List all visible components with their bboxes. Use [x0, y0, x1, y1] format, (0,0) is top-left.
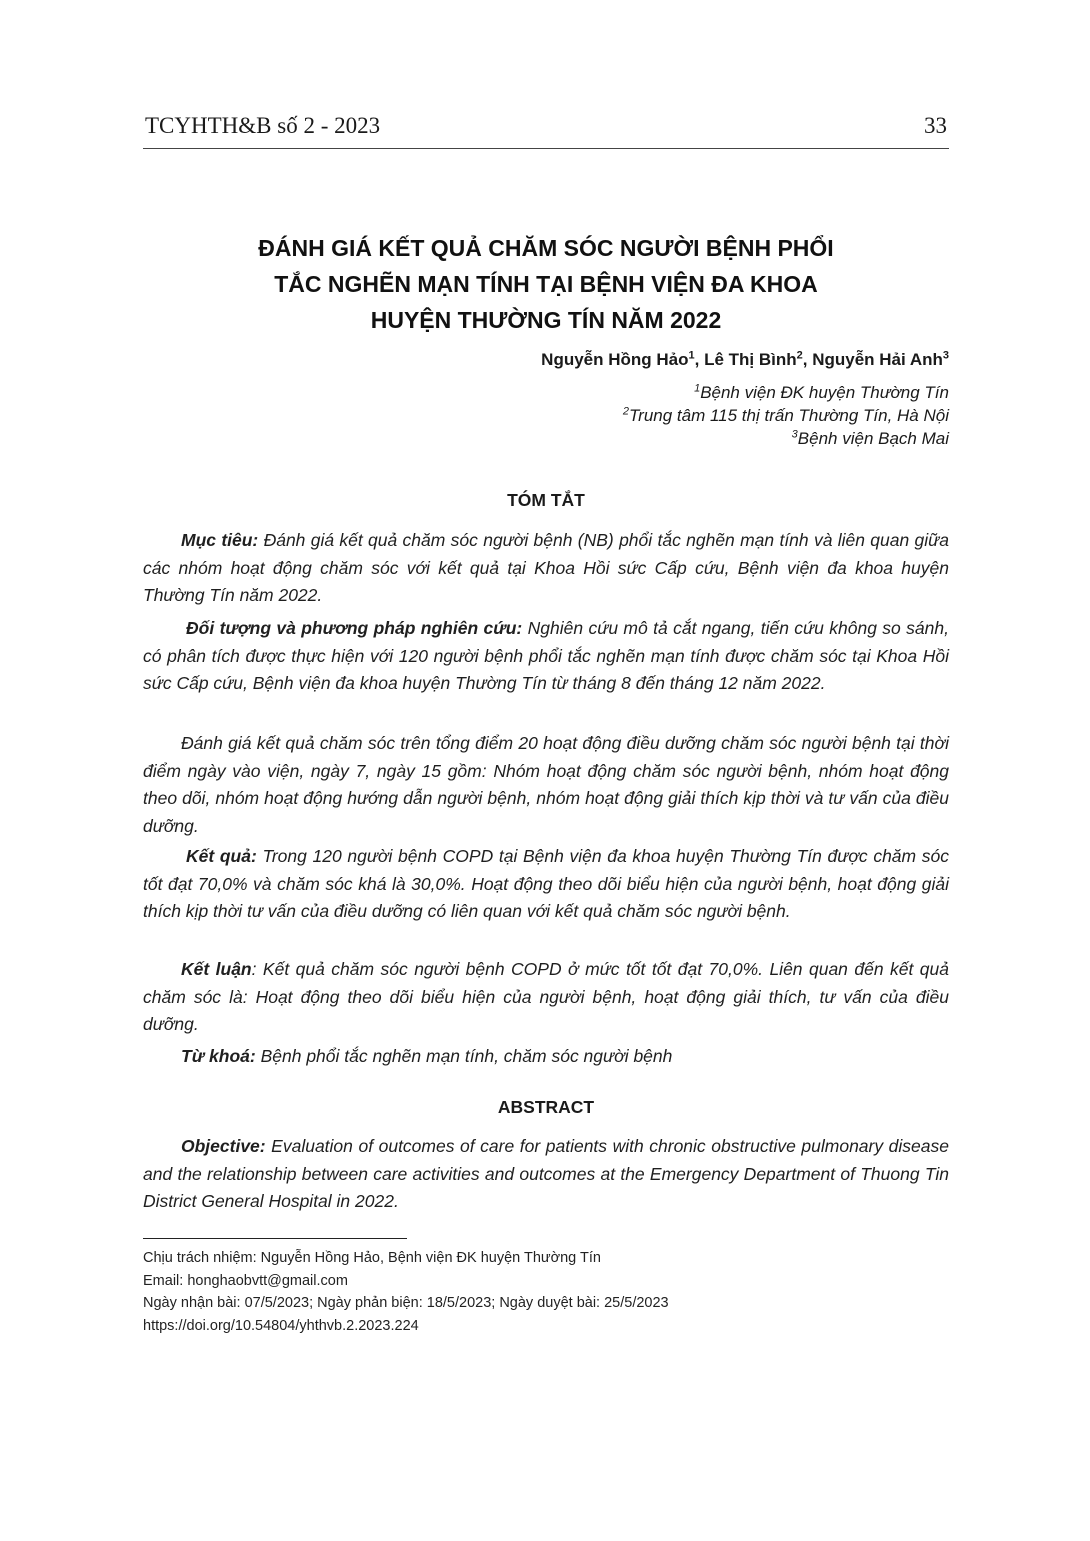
affiliation-text: Trung tâm 115 thị trấn Thường Tín, Hà Nội — [629, 406, 949, 425]
footnote-responsible: Chịu trách nhiệm: Nguyễn Hồng Hảo, Bệnh viện ĐK huyện Thường Tín — [143, 1250, 601, 1266]
title-line: ĐÁNH GIÁ KẾT QUẢ CHĂM SÓC NGƯỜI BỆNH PHỔI — [258, 235, 834, 261]
summary-evaluation — [143, 730, 949, 840]
conclusion-label: Kết luận — [181, 959, 252, 979]
running-header — [143, 113, 949, 149]
summary-results — [143, 843, 949, 926]
affiliation-text: Bệnh viện ĐK huyện Thường Tín — [700, 383, 949, 402]
footnotes — [143, 1247, 949, 1337]
summary-heading: TÓM TẮT — [507, 490, 585, 510]
affiliation — [623, 404, 949, 427]
author-affiliation-mark: 2 — [796, 349, 803, 362]
article-title — [143, 230, 949, 338]
footnote-divider — [143, 1238, 407, 1239]
abstract-objective — [143, 1133, 949, 1216]
footnote-doi: https://doi.org/10.54804/yhthvb.2.2023.224 — [143, 1317, 419, 1334]
summary-objective — [143, 527, 949, 610]
title-line: HUYỆN THƯỜNG TÍN NĂM 2022 — [370, 307, 722, 333]
abstract-objective-text: Evaluation of outcomes of care for patients with chronic obstructive pulmonary disease and the relationship between care activities and outcomes at the Emergency Department of Thuong Tin District General Hospital in 2022. — [143, 1136, 949, 1211]
affiliation-text: Bệnh viện Bạch Mai — [797, 429, 949, 448]
evaluation-text: Đánh giá kết quả chăm sóc trên tổng điểm 20 hoạt động điều dưỡng chăm sóc người bệnh tại thời điểm ngày vào viện, ngày 7, ngày 15 gồm: Nhóm hoạt động chăm sóc người bệnh, nhóm hoạt động theo dõi, nhóm hoạt động hướng dẫn người bệnh, nhóm hoạt động giải thích kịp thời và tư vấn của điều dưỡng. — [143, 733, 949, 836]
author-affiliation-mark: 1 — [688, 349, 695, 362]
affiliation — [623, 381, 949, 404]
author-name: Nguyễn Hồng Hảo — [541, 350, 689, 369]
abstract-objective-label: Objective: — [181, 1136, 266, 1156]
results-label: Kết quả: — [186, 846, 257, 866]
footnote-dates: Ngày nhận bài: 07/5/2023; Ngày phản biện: 18/5/2023; Ngày duyệt bài: 25/5/2023 — [143, 1295, 669, 1311]
methods-label: Đối tượng và phương pháp nghiên cứu: — [186, 618, 523, 638]
title-line: TẮC NGHẼN MẠN TÍNH TẠI BỆNH VIỆN ĐA KHOA — [274, 271, 818, 297]
summary-keywords — [143, 1043, 949, 1071]
author-list — [541, 350, 949, 370]
page-number: 33 — [924, 113, 947, 138]
objective-label: Mục tiêu: — [181, 530, 259, 550]
author-name: Nguyễn Hải Anh — [812, 350, 943, 369]
abstract-heading: ABSTRACT — [497, 1097, 595, 1117]
author-name: Lê Thị Bình — [704, 350, 797, 369]
keywords-label: Từ khoá: — [181, 1046, 256, 1066]
objective-text: Đánh giá kết quả chăm sóc người bệnh (NB) phổi tắc nghẽn mạn tính và liên quan giữa các nhóm hoạt động chăm sóc với kết quả tại Khoa Hồi sức Cấp cứu, Bệnh viện đa khoa huyện Thường Tín năm 2022. — [143, 530, 949, 605]
summary-conclusion — [143, 956, 949, 1039]
affiliation-mark: 1 — [694, 382, 701, 395]
methods-text: Nghiên cứu mô tả cắt ngang, tiến cứu không so sánh, có phân tích được thực hiện với 120 người bệnh phổi tắc nghẽn mạn tính được chăm sóc tại Khoa Hồi sức Cấp cứu, Bệnh viện đa khoa huyện Thường Tín từ tháng 8 đến tháng 12 năm 2022. — [143, 618, 949, 693]
affiliation-mark: 2 — [622, 405, 630, 418]
footnote-email: Email: honghaobvtt@gmail.com — [143, 1272, 348, 1289]
affiliation-list — [623, 381, 949, 450]
conclusion-text: : Kết quả chăm sóc người bệnh COPD ở mức tốt tốt đạt 70,0%. Liên quan đến kết quả chăm sóc là: Hoạt động theo dõi biểu hiện của người bệnh, hoạt động giải thích, tư vấn của điều dưỡng. — [143, 959, 949, 1034]
header-divider — [143, 148, 949, 149]
journal-issue: TCYHTH&B số 2 - 2023 — [145, 113, 381, 138]
author-separator: , — [802, 350, 813, 369]
author-separator: , — [694, 350, 705, 369]
affiliation-mark: 3 — [791, 428, 798, 441]
summary-methods — [143, 615, 949, 698]
author-affiliation-mark: 3 — [942, 349, 949, 362]
affiliation — [623, 427, 949, 450]
keywords-text: Bệnh phổi tắc nghẽn mạn tính, chăm sóc người bệnh — [255, 1046, 673, 1066]
results-text: Trong 120 người bệnh COPD tại Bệnh viện đa khoa huyện Thường Tín được chăm sóc tốt đạt 70,0% và chăm sóc khá là 30,0%. Hoạt động theo dõi biểu hiện của người bệnh, hoạt động giải thích kịp thời tư vấn của điều dưỡng có liên quan với kết quả chăm sóc người bệnh. — [143, 846, 949, 921]
